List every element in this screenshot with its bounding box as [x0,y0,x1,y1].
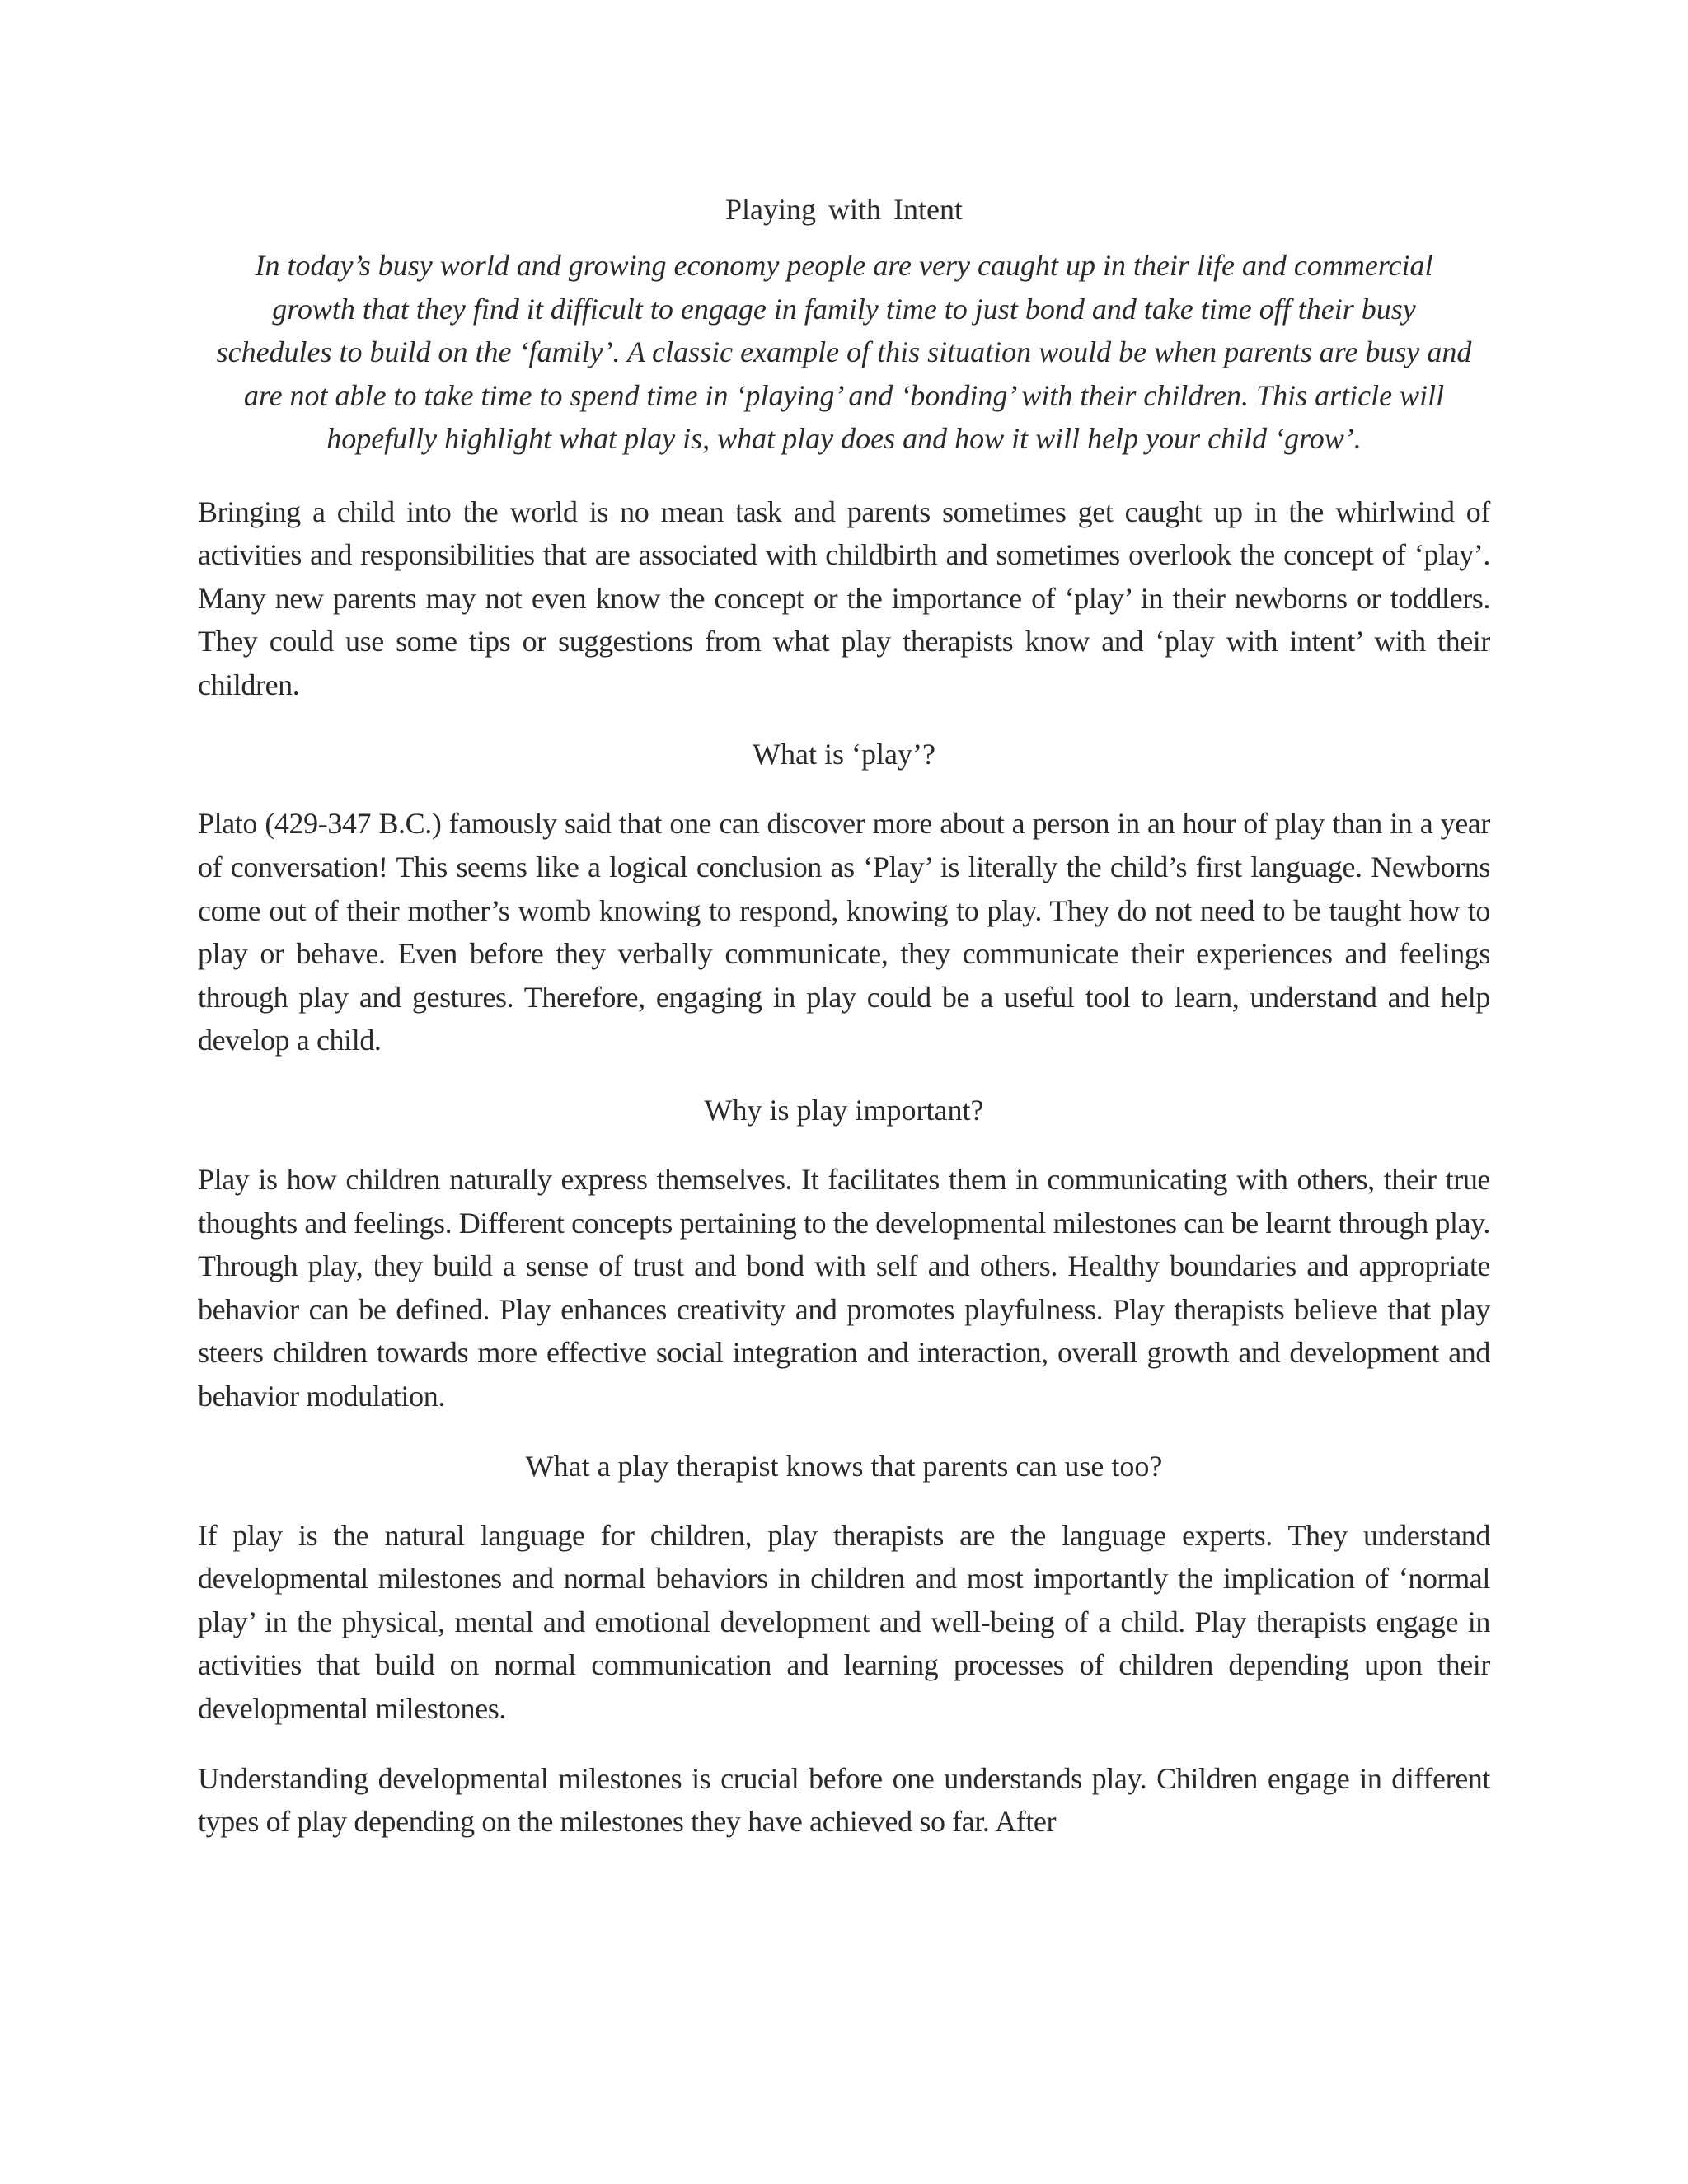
abstract-paragraph: In today’s busy world and growing economy people are very caught up in their life and commercial growth that they find it difficult to engage in family time to just bond and take time off their busy schedules to build on the ‘family’. A classic example of this situation would be when parents are busy and are not able to take time to spend time in ‘playing’ and ‘bonding’ with their children. This article will hopefully highlight what play is, what play does and how it will help your child ‘grow’. [216,249,1472,455]
section-paragraph-why-play-important: Play is how children naturally express themselves. It facilitates them in communicating with others, their true thoughts and feelings. Different concepts pertaining to the developmental milestones can be learnt through play. Through play, they build a sense of trust and bond with self and others. Healthy boundaries and appropriate behavior can be defined. Play enhances creativity and promotes playfulness. Play therapists believe that play steers children towards more effective social integration and interaction, overall growth and development and behavior modulation. [198,1163,1490,1413]
intro-paragraph: Bringing a child into the world is no mean task and parents sometimes get caught up in the whirlwind of activities and responsibilities that are associated with childbirth and sometimes overlook the concept of ‘play’. Many new parents may not even know the concept or the importance of ‘play’ in their newborns or toddlers. They could use some tips or suggestions from what play therapists know and ‘play with intent’ with their children. [198,494,1490,701]
section-heading-why-play-important: Why is play important? [704,1094,984,1127]
section-paragraph-play-therapist-2: Understanding developmental milestones is crucial before one understands play. Children engage in different types of play depending on the milestones they have achieved so far. After [198,1761,1490,1839]
section-heading-what-is-play: What is ‘play’? [753,738,935,771]
document-body [198,188,1490,1870]
document-title: Playing with Intent [725,193,963,226]
section-paragraph-what-is-play: Plato (429-347 B.C.) famously said that one can discover more about a person in an hour of play than in a year of conversation! This seems like a logical conclusion as ‘Play’ is literally the child’s first language. Newborns come out of their mother’s womb knowing to respond, knowing to play. They do not need to be taught how to play or behave. Even before they verbally communicate, they communicate their experiences and feelings through play and gestures. Therefore, engaging in play could be a useful tool to learn, understand and help develop a child. [198,807,1490,1057]
section-heading-play-therapist: What a play therapist knows that parents can use too? [525,1449,1163,1483]
section-paragraph-play-therapist-1: If play is the natural language for children, play therapists are the language experts. They understand developmental milestones and normal behaviors in children and most importantly the implication of ‘normal play’ in the physical, mental and emotional development and well-being of a child. Play therapists engage in activities that build on normal communication and learning processes of children depending upon their developmental milestones. [198,1518,1490,1725]
